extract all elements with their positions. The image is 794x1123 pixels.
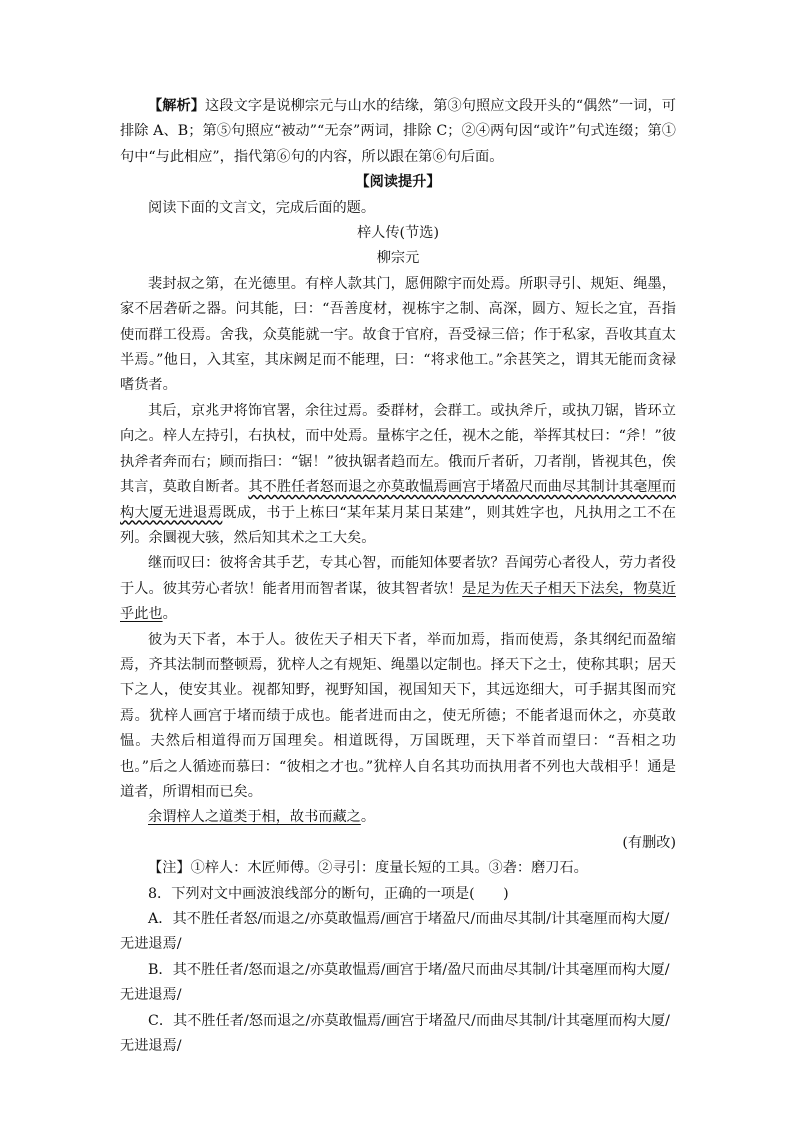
analysis-paragraph bbox=[120, 94, 676, 170]
option-b-continued: 无进退焉/ bbox=[120, 987, 182, 1004]
analysis-tag: 【解析】 bbox=[148, 98, 206, 114]
option-a-continued: 无进退焉/ bbox=[120, 936, 182, 953]
document-page bbox=[120, 94, 676, 1059]
option-b: B．其不胜任者/怒而退之/亦莫敢愠焉/画宫于堵/盈尺而曲尽其制/计其毫厘而构大厦/ bbox=[148, 961, 670, 978]
notes-tag: 【注】 bbox=[148, 860, 191, 877]
underlined-sentence-2: 余谓梓人之道类于相，故书而藏之 bbox=[148, 809, 361, 826]
article-paragraph-1: 裴封叔之第，在光德里。有梓人款其门，愿佣隙宇而处焉。所职寻引、规矩、绳墨，家不居砻斫之器。问其能，曰：“吾善度材，视栋宇之制、高深，圆方、短长之宜，吾指使而群工役焉。舍我，众莫能就一宇。故食于官府，吾受禄三倍；作于私家，吾收其直太半焉。”他日，入其室，其床阙足而不能理，曰：“将求他工。”余甚笑之，谓其无能而贪禄嗜货者。 bbox=[120, 275, 676, 394]
notes bbox=[120, 856, 676, 881]
article-title: 梓人传(节选) bbox=[356, 225, 439, 242]
option-c-continued: 无进退焉/ bbox=[120, 1038, 182, 1055]
article-paragraph-2: 其后，京兆尹将饰官署，余往过焉。委群材，会群工。或执斧斤，或执刀锯，皆环立向之。梓人左持引，右执杖，而中处焉。量栋宇之任，视木之能，举挥其杖曰：“斧！”彼执斧者奔而右；顾而指曰：“锯！”彼执锯者趋而左。俄而斤者斫，刀者削，皆视其色，俟其言，莫敢自断者。其不胜任者怒而退之亦莫敢愠焉画宫于堵盈尺而曲尽其制计其毫厘而构大厦无进退焉既成，书于上栋曰“某年某月某日某建”，则其姓字也，凡执用之工不在列。余圜视大骇，然后知其术之工大矣。 bbox=[120, 402, 676, 546]
wavy-underlined-passage: 其不胜任者怒而退之亦莫敢愠焉画宫于堵盈尺而曲尽其制计其毫厘而构大厦无进退焉 bbox=[120, 479, 676, 521]
article-paragraph-4: 彼为天下者，本于人。彼佐天子相天下者，举而加焉，指而使焉，条其纲纪而盈缩焉，齐其法制而整顿焉，犹梓人之有规矩、绳墨以定制也。择天下之士，使称其职；居天下之人，使安其业。视都知野，视野知国，视国知天下，其远迩细大，可手据其图而究焉。犹梓人画宫于堵而绩于成也。能者进而由之，使无所德；不能者退而休之，亦莫敢愠。夫然后相道得而万国理矣。相道既得，万国既理，天下举首而望曰：“吾相之功也。”后之人循迹而慕曰：“彼相之才也。”犹梓人自名其功而执用者不列也大哉相乎！通是道者，所谓相而已矣。 bbox=[120, 631, 676, 800]
section-title: 【阅读提升】 bbox=[355, 174, 441, 191]
source-note: (有删改) bbox=[622, 834, 676, 851]
underlined-sentence-1: 是足为佐天子相天下法矣，物莫近乎此也 bbox=[120, 580, 676, 623]
article-paragraph-3: 继而叹曰：彼将舍其手艺，专其心智，而能知体要者欤？吾闻劳心者役人，劳力者役于人。彼其劳心者欤！能者用而智者谋，彼其智者欤！是足为佐天子相天下法矣，物莫近乎此也。 bbox=[120, 555, 676, 623]
article-author: 柳宗元 bbox=[376, 250, 420, 267]
instruction: 阅读下面的文言文，完成后面的题。 bbox=[148, 199, 376, 216]
question-stem: 8．下列对文中画波浪线部分的断句，正确的一项是( ) bbox=[148, 885, 509, 902]
analysis-text: 这段文字是说柳宗元与山水的结缘，第③句照应文段开头的“偶然”一词，可排除 A、B；第⑤句照应“被动”“无奈”两词，排除 C；②④两句因“或许”句式连缀；第①句中“与此相应”，指代第⑥句的内容，所以跟在第⑥句后面。 bbox=[120, 98, 676, 165]
option-c: C．其不胜任者/怒而退之/亦莫敢愠焉/画宫于堵盈尺/而曲尽其制/计其毫厘而构大厦/ bbox=[148, 1012, 670, 1029]
article-paragraph-5: 余谓梓人之道类于相，故书而藏之。 bbox=[148, 809, 376, 826]
notes-text: ①梓人：木匠师傅。②寻引：度量长短的工具。③砻：磨刀石。 bbox=[190, 860, 588, 877]
option-a: A．其不胜任者怒/而退之/亦莫敢愠焉/画宫于堵盈尺/而曲尽其制/计其毫厘而构大厦/ bbox=[148, 911, 670, 927]
